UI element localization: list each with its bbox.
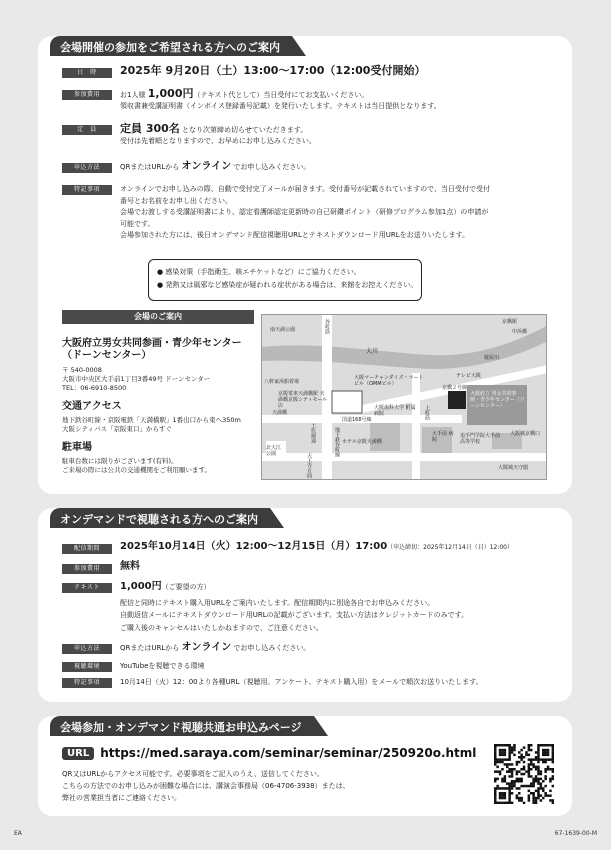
apply-info-line: こちらの方法でのお申し込みが困難な場合には、講演会事務局（06-4706-3938）または、	[62, 782, 350, 790]
notes-line: 会場でお渡しする受講証明書により、認定看護師認定更新時の自己研鑽ポイント（研修プログラム参加1点）の申請が	[120, 208, 489, 216]
text-post: （ご要望の方）	[161, 583, 211, 591]
capacity-value: 定員 300名	[120, 122, 180, 135]
map-label: 谷町筋	[324, 319, 330, 334]
venue-name: 大阪府立男女共同参画・青少年センター（ドーンセンター）	[62, 338, 242, 361]
text-label: テキスト	[62, 583, 112, 593]
ondemand-apply-label: 申込方法	[62, 644, 112, 654]
env-value: YouTubeを視聴できる環境	[120, 662, 205, 670]
env-label: 視聴環境	[62, 662, 112, 672]
capacity-row	[62, 124, 549, 146]
qr-code[interactable]	[494, 744, 554, 804]
venue-section-title: 会場開催の参加をご希望される方へのご案内	[50, 36, 292, 56]
footer-right: 67-1639-00-M	[554, 830, 597, 837]
capacity-label: 定 員	[62, 125, 112, 135]
notes-row	[62, 184, 549, 242]
fee-label: 参加費用	[62, 90, 112, 100]
date-label: 日 時	[62, 68, 112, 78]
date-value: 2025年 9月20日（土）13:00〜17:00（12:00受付開始）	[120, 64, 426, 77]
map-label: 天満橋	[272, 410, 288, 416]
period-deadline: （申込締切：2025年12月14日（日）12:00）	[387, 544, 514, 551]
notes-line: 会場参加された方には、後日オンデマンド配信視聴用URLとテキストダウンロード用URLをお送りいたします。	[120, 231, 470, 239]
ondemand-notes-row	[62, 677, 549, 688]
text-line: ご購入後のキャンセルはいたしかねますので、ご注意ください。	[120, 623, 323, 632]
fee-pre: お1人様	[120, 91, 148, 99]
ondemand-apply-online: オンライン	[181, 642, 232, 653]
ondemand-apply-post: でお申し込みください。	[231, 644, 311, 652]
venue-map	[261, 314, 547, 480]
url-tag: URL	[62, 747, 94, 760]
venue-address: 大阪市中央区大手前1丁目3番49号 ドーンセンター	[62, 375, 211, 383]
precaution-box	[148, 259, 422, 301]
venue-header: 会場のご案内	[62, 310, 254, 324]
footer-left: EA	[14, 830, 22, 837]
parking-line: 駐車台数には限りがございます(有料)。	[62, 457, 178, 465]
venue-info	[62, 310, 254, 475]
access-line: 地下鉄谷町線・京阪電鉄「天満橋駅」1番出口から東へ350m	[62, 416, 241, 424]
parking-title: 駐車場	[62, 442, 92, 453]
map-label: 京橋２号線	[442, 385, 468, 391]
map-label: 地下鉄谷町線	[334, 427, 340, 457]
text-line: 配信と同時にテキスト購入用URLをご案内いたします。配信期間内に別途各自でお申込みください。	[120, 598, 435, 607]
text-row	[62, 582, 549, 634]
fee-post: （テキスト代として）当日受付にてお支払いください。	[193, 91, 369, 99]
map-label: 八軒家浜船着場	[264, 379, 300, 385]
notes-line: 可能です。	[120, 219, 155, 228]
capacity-note: 受付は先着順となりますので、お早めにお申し込みください。	[120, 136, 316, 145]
ondemand-apply-pre: QRまたはURLから	[120, 644, 182, 652]
map-label: 南天満公園	[270, 327, 296, 333]
map-label: 追手門学院大手前 高等学校	[460, 433, 501, 445]
map-label: 大阪府立 男女共同参画・青少年センター（ドーンセンター）	[470, 391, 525, 409]
capacity-post: となり次第締め切らせていただきます。	[179, 126, 308, 134]
qr-code-graphic	[494, 744, 554, 804]
apply-section-title: 会場参加・オンデマンド視聴共通お申込みページ	[50, 716, 314, 736]
env-row	[62, 661, 549, 672]
notes-line: オンラインでお申し込みの際、自動で受付完了メールが届きます。受付番号が記載されていますので、当日受付で受付	[120, 185, 490, 193]
application-url-link[interactable]: https://med.saraya.com/seminar/seminar/250920o.html	[100, 746, 477, 760]
access-line: 大阪シティバス「京阪東口」からすぐ	[62, 425, 172, 433]
ondemand-section-title: オンデマンドで視聴される方へのご案内	[50, 508, 270, 528]
map-label: 上町筋	[424, 405, 430, 420]
ondemand-apply-row	[62, 643, 549, 654]
notes-label: 特記事項	[62, 185, 112, 195]
map-label: 大阪歯科大学 附属病院	[374, 405, 416, 417]
venue-postal: 〒 540-0008	[62, 366, 102, 374]
period-value: 2025年10月14日（火）12:00〜12月15日（月）17:00	[120, 541, 388, 552]
url-line	[62, 746, 476, 760]
map-label: ホテル京阪天満橋	[342, 439, 382, 445]
access-title: 交通アクセス	[62, 401, 122, 412]
precaution-line: ● 発熱又は風邪など感染症が疑われる症状がある場合は、来館をお控えください。	[157, 281, 418, 289]
apply-online: オンライン	[181, 161, 232, 172]
date-row	[62, 64, 549, 78]
map-label: 寝屋川	[484, 355, 500, 361]
apply-info-line: QR又はURLからアクセス可能です。必要事項をご記入のうえ、送信してください。	[62, 770, 324, 778]
fee-note: 領収書兼受講証明書（インボイス登録番号記載）を発行いたします。テキストは当日提供となります。	[120, 101, 441, 110]
apply-post: でお申し込みください。	[231, 163, 311, 171]
ondemand-notes-value: 10月14日（火）12：00より各種URL（視聴用、アンケート、テキスト購入用）をメールで順次お送りいたします。	[120, 678, 483, 686]
map-label: 北大江 公園	[266, 445, 282, 457]
map-label: 大阪城天守閣	[498, 465, 529, 471]
map-label: 京橋駅	[502, 319, 518, 325]
period-row	[62, 543, 549, 554]
apply-label: 申込方法	[62, 163, 112, 173]
map-label: 国道168号線	[342, 417, 372, 423]
venue-tel: TEL：06-6910-8500	[62, 384, 127, 392]
fee-row	[62, 89, 549, 111]
map-label: 土佐堀通	[310, 423, 316, 443]
parking-line: ご来場の際には公共の交通機関をご利用願います。	[62, 466, 211, 474]
notes-line: 番号とお名前をお申し出ください。	[120, 196, 232, 205]
apply-info-line: 弊社の営業担当者にご連絡ください。	[62, 794, 181, 802]
ondemand-fee-label: 参加費用	[62, 564, 112, 574]
map-label: 大手前 病院	[432, 431, 454, 443]
map-label: 中浜橋	[512, 329, 528, 335]
map-label: 大川	[366, 348, 379, 355]
text-amount: 1,000円	[120, 581, 162, 592]
apply-row	[62, 162, 549, 173]
period-label: 配信期間	[62, 544, 112, 554]
ondemand-notes-label: 特記事項	[62, 678, 112, 688]
ondemand-fee-row	[62, 563, 549, 574]
map-label: 天王寺方面	[306, 453, 312, 478]
text-line: 自動返信メールにテキストダウンロード用URLの記載がございます。支払い方法はクレジットカードのみです。	[120, 611, 469, 619]
apply-info	[62, 768, 350, 804]
precaution-line: ● 感染対策（手指衛生、咳エチケットなど）にご協力ください。	[157, 268, 361, 276]
map-label: テレビ大阪	[456, 373, 481, 379]
map-label: 京阪電車天満橋駅 天満橋京阪シティモール店	[278, 391, 328, 409]
map-label: 大阪マーチャンダイズ・マートビル（OMMビル）	[354, 375, 424, 387]
ondemand-fee-value: 無料	[120, 561, 140, 572]
fee-amount: 1,000円	[147, 87, 194, 100]
map-label: 大阪城京橋口	[510, 431, 541, 437]
apply-pre: QRまたはURLから	[120, 163, 182, 171]
